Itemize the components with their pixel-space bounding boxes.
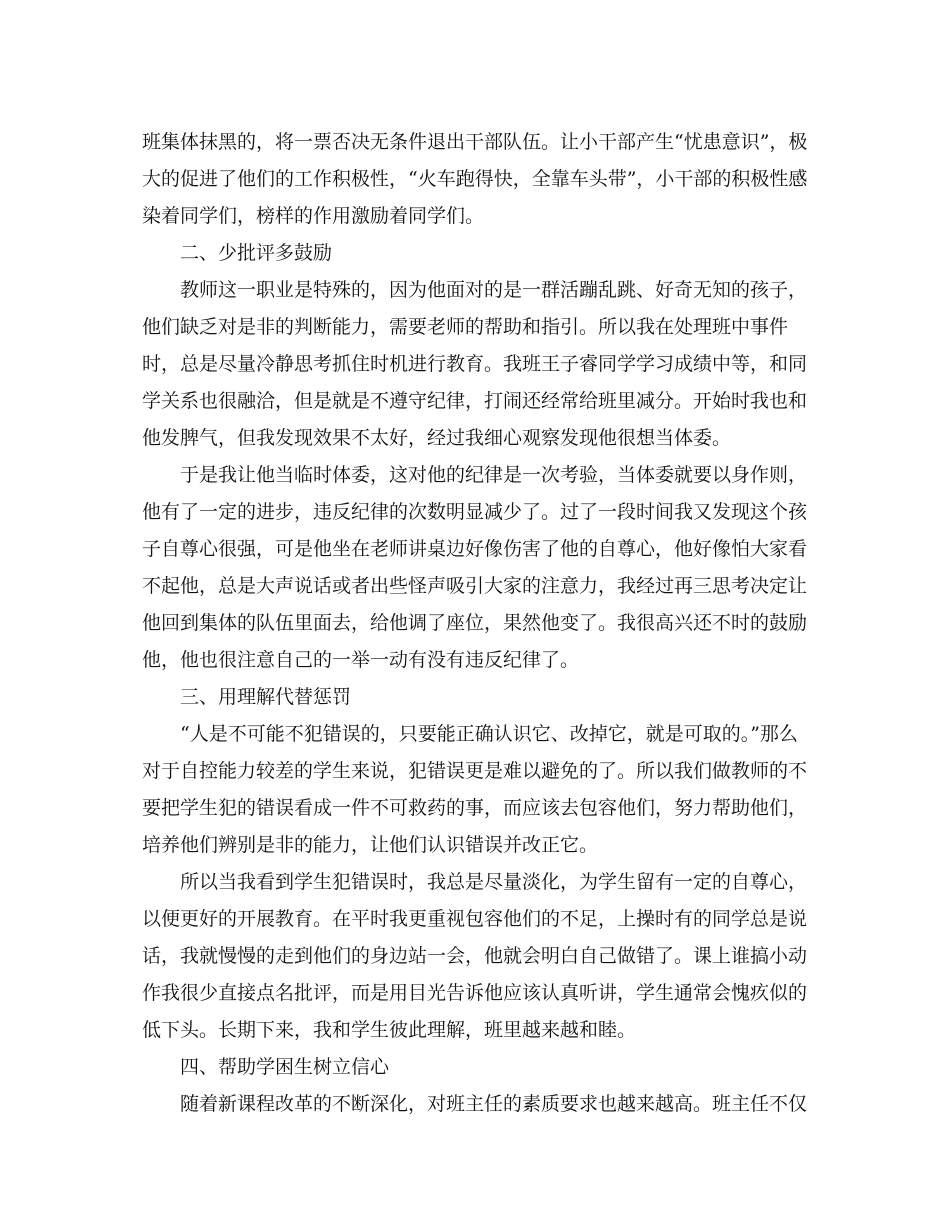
paragraph-line: 他们缺乏对是非的判断能力，需要老师的帮助和指引。所以我在处理班中事件: [142, 316, 789, 338]
paragraph-line: 培养他们辨别是非的能力，让他们认识错误并改正它。: [142, 834, 599, 856]
paragraph-line: 大的促进了他们的工作积极性，“火车跑得快，全靠车头带”，小干部的积极性感: [142, 168, 808, 190]
paragraph-line: “人是不可能不犯错误的，只要能正确认识它、改掉它，就是可取的。”那么: [180, 723, 798, 745]
paragraph-line: 话，我就慢慢的走到他们的身边站一会，他就会明白自己做错了。课上谁搞小动: [142, 945, 808, 967]
paragraph-line: 随着新课程改革的不断深化，对班主任的素质要求也越来越高。班主任不仅: [180, 1093, 808, 1115]
paragraph-line: 他，他也很注意自己的一举一动有没有违反纪律了。: [142, 649, 580, 671]
section-heading: 二、少批评多鼓励: [180, 242, 333, 264]
paragraph-line: 他发脾气，但我发现效果不太好，经过我细心观察发现他很想当体委。: [142, 427, 732, 449]
paragraph-line: 对于自控能力较差的学生来说，犯错误更是难以避免的了。所以我们做教师的不: [142, 760, 808, 782]
paragraph-line: 低下头。长期下来，我和学生彼此理解，班里越来越和睦。: [142, 1019, 637, 1041]
paragraph-line: 他回到集体的队伍里面去，给他调了座位，果然他变了。我很高兴还不时的鼓励: [142, 612, 808, 634]
paragraph-line: 不起他，总是大声说话或者出些怪声吸引大家的注意力，我经过再三思考决定让: [142, 575, 808, 597]
paragraph-line: 所以当我看到学生犯错误时，我总是尽量淡化，为学生留有一定的自尊心，: [180, 871, 808, 893]
paragraph-line: 要把学生犯的错误看成一件不可救药的事，而应该去包容他们，努力帮助他们，: [142, 797, 808, 819]
paragraph-line: 学关系也很融洽，但是就是不遵守纪律，打闹还经常给班里减分。开始时我也和: [142, 390, 808, 412]
section-heading: 三、用理解代替惩罚: [180, 686, 352, 708]
paragraph-line: 班集体抹黑的，将一票否决无条件退出干部队伍。让小干部产生“忧患意识”，极: [142, 131, 808, 153]
paragraph-line: 作我很少直接点名批评，而是用目光告诉他应该认真听讲，学生通常会愧疚似的: [142, 982, 808, 1004]
paragraph-line: 于是我让他当临时体委，这对他的纪律是一次考验，当体委就要以身作则，: [180, 464, 808, 486]
paragraph-line: 教师这一职业是特殊的，因为他面对的是一群活蹦乱跳、好奇无知的孩子，: [180, 279, 808, 301]
paragraph-line: 染着同学们，榜样的作用激励着同学们。: [142, 205, 485, 227]
paragraph-line: 他有了一定的进步，违反纪律的次数明显减少了。过了一段时间我又发现这个孩: [142, 501, 808, 523]
paragraph-line: 子自尊心很强，可是他坐在老师讲桌边好像伤害了他的自尊心，他好像怕大家看: [142, 538, 808, 560]
paragraph-line: 以便更好的开展教育。在平时我更重视包容他们的不足，上操时有的同学总是说: [142, 908, 808, 930]
paragraph-line: 时，总是尽量冷静思考抓住时机进行教育。我班王子睿同学学习成绩中等，和同: [142, 353, 808, 375]
section-heading: 四、帮助学困生树立信心: [180, 1056, 390, 1078]
